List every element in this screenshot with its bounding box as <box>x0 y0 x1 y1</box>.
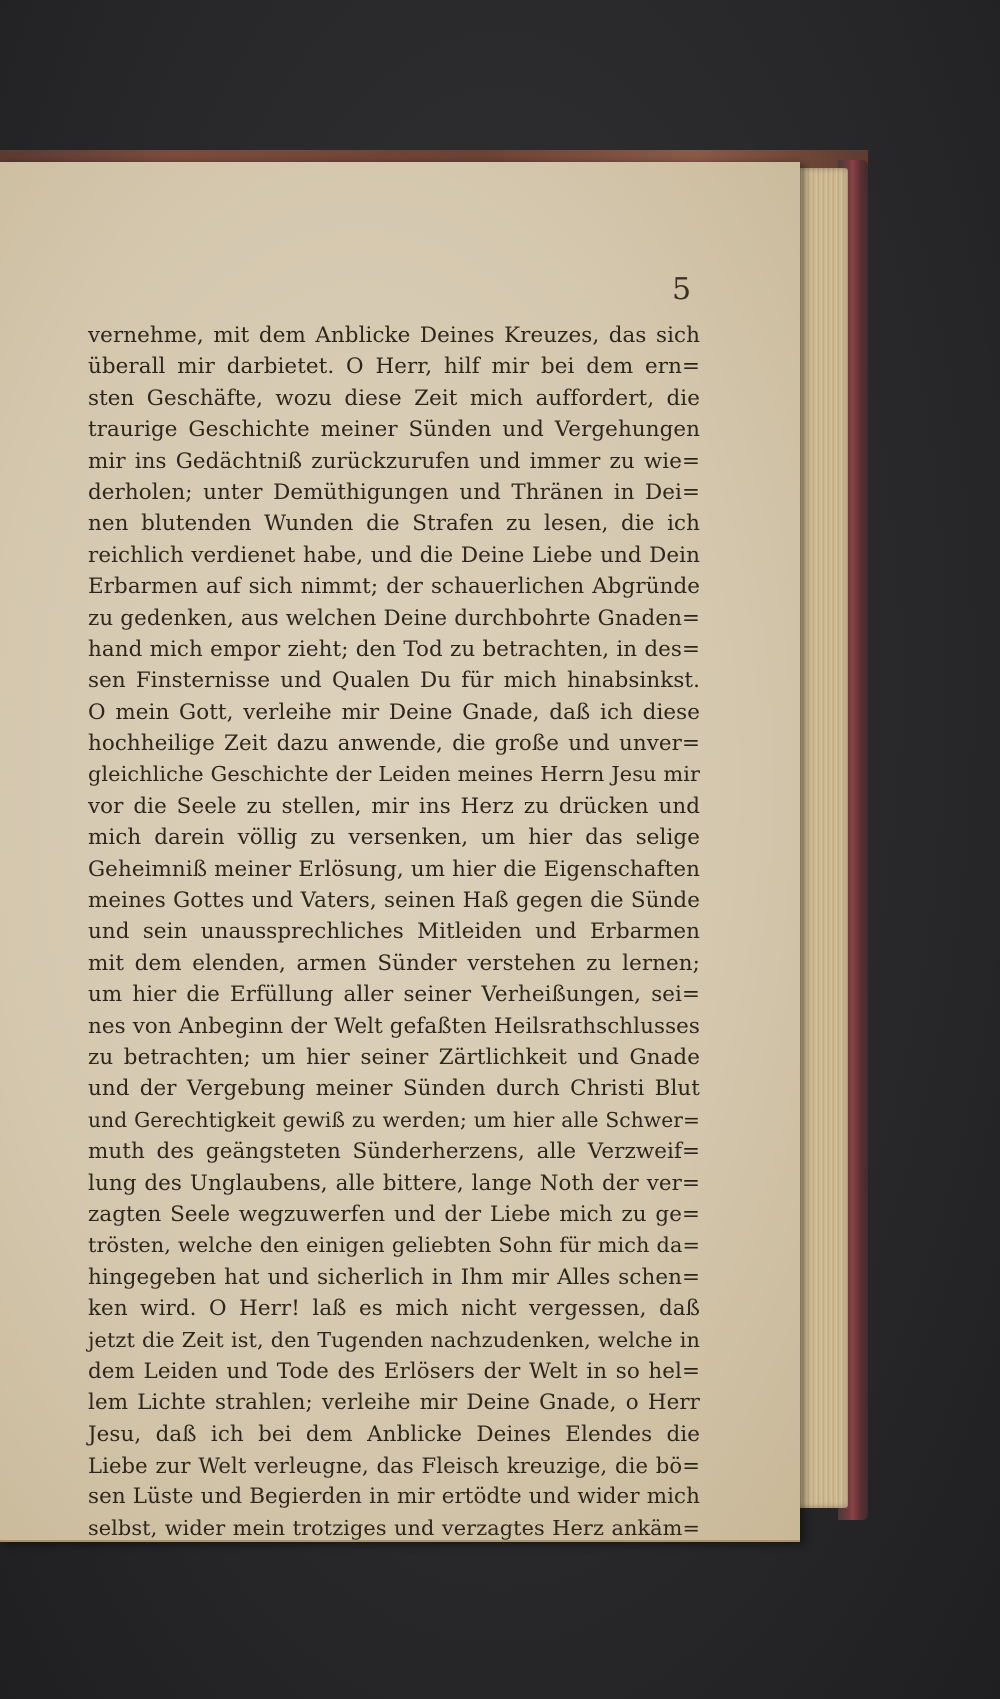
text-line: meines Gottes und Vaters, seinen Haß gegen die Sünde <box>88 888 700 914</box>
text-line: lung des Unglaubens, alle bittere, lange Noth der ver= <box>88 1170 700 1196</box>
text-line: hochheilige Zeit dazu anwende, die große und unver= <box>88 731 700 757</box>
text-line: sen Finsternisse und Qualen Du für mich hinabsinkst. <box>88 668 700 694</box>
text-line: mich darein völlig zu versenken, um hier das selige <box>88 825 700 851</box>
text-line: und Gerechtigkeit gewiß zu werden; um hier alle Schwer= <box>88 1107 700 1132</box>
text-line: hingegeben hat und sicherlich in Ihm mir Alles schen= <box>88 1264 700 1290</box>
text-line: sen Lüste und Begierden in mir ertödte und wider mich <box>88 1484 700 1510</box>
text-line: mit dem elenden, armen Sünder verstehen zu lernen; <box>88 950 700 976</box>
text-line: reichlich verdienet habe, und die Deine Liebe und Dein <box>88 542 700 568</box>
text-line: dem Leiden und Tode des Erlösers der Welt in so hel= <box>88 1358 700 1384</box>
text-line: ken wird. O Herr! laß es mich nicht vergessen, daß <box>88 1296 700 1322</box>
text-line: lem Lichte strahlen; verleihe mir Deine Gnade, o Herr <box>88 1390 700 1416</box>
text-line: sten Geschäfte, wozu diese Zeit mich auffordert, die <box>88 385 700 411</box>
text-line: jetzt die Zeit ist, den Tugenden nachzudenken, welche in <box>88 1327 700 1352</box>
text-line: derholen; unter Demüthigungen und Thränen in Dei= <box>88 479 700 505</box>
page-number: 5 <box>672 272 692 307</box>
text-line: und der Vergebung meiner Sünden durch Christi Blut <box>88 1076 700 1102</box>
text-line: vor die Seele zu stellen, mir ins Herz zu drücken und <box>88 793 700 819</box>
text-line: Jesu, daß ich bei dem Anblicke Deines Elendes die <box>88 1421 700 1447</box>
text-line: Liebe zur Welt verleugne, das Fleisch kreuzige, die bö= <box>88 1453 700 1479</box>
text-line: zagten Seele wegzuwerfen und der Liebe mich zu ge= <box>88 1201 700 1227</box>
text-line: selbst, wider mein trotziges und verzagtes Herz ankäm= <box>88 1515 700 1540</box>
text-line: gleichliche Geschichte der Leiden meines Herrn Jesu mir <box>88 762 700 787</box>
text-line: mir ins Gedächtniß zurückzurufen und immer zu wie= <box>88 448 700 474</box>
text-line: Erbarmen auf sich nimmt; der schauerlichen Abgründe <box>88 574 700 600</box>
text-line: und sein unaussprechliches Mitleiden und Erbarmen <box>88 919 700 945</box>
text-line: vernehme, mit dem Anblicke Deines Kreuzes, das sich <box>88 323 700 348</box>
text-line: traurige Geschichte meiner Sünden und Vergehungen <box>88 417 700 443</box>
text-line: zu gedenken, aus welchen Deine durchbohrte Gnaden= <box>88 605 700 631</box>
text-line: muth des geängsteten Sünderherzens, alle Verzweif= <box>88 1139 700 1165</box>
text-line: Geheimniß meiner Erlösung, um hier die Eigenschaften <box>88 856 700 882</box>
text-line: um hier die Erfüllung aller seiner Verheißungen, sei= <box>88 982 700 1008</box>
page-text <box>88 320 700 1544</box>
text-line: nen blutenden Wunden die Strafen zu lesen, die ich <box>88 511 700 537</box>
text-line: nes von Anbeginn der Welt gefaßten Heilsrathschlusses <box>88 1013 700 1039</box>
text-line: zu betrachten; um hier seiner Zärtlichkeit und Gnade <box>88 1044 700 1070</box>
book-page <box>0 162 800 1542</box>
text-line: trösten, welche den einigen geliebten Sohn für mich da= <box>88 1233 700 1258</box>
text-line: überall mir darbietet. O Herr, hilf mir bei dem ern= <box>88 354 700 380</box>
text-line: hand mich empor zieht; den Tod zu betrachten, in des= <box>88 636 700 662</box>
text-line: O mein Gott, verleihe mir Deine Gnade, daß ich diese <box>88 699 700 725</box>
